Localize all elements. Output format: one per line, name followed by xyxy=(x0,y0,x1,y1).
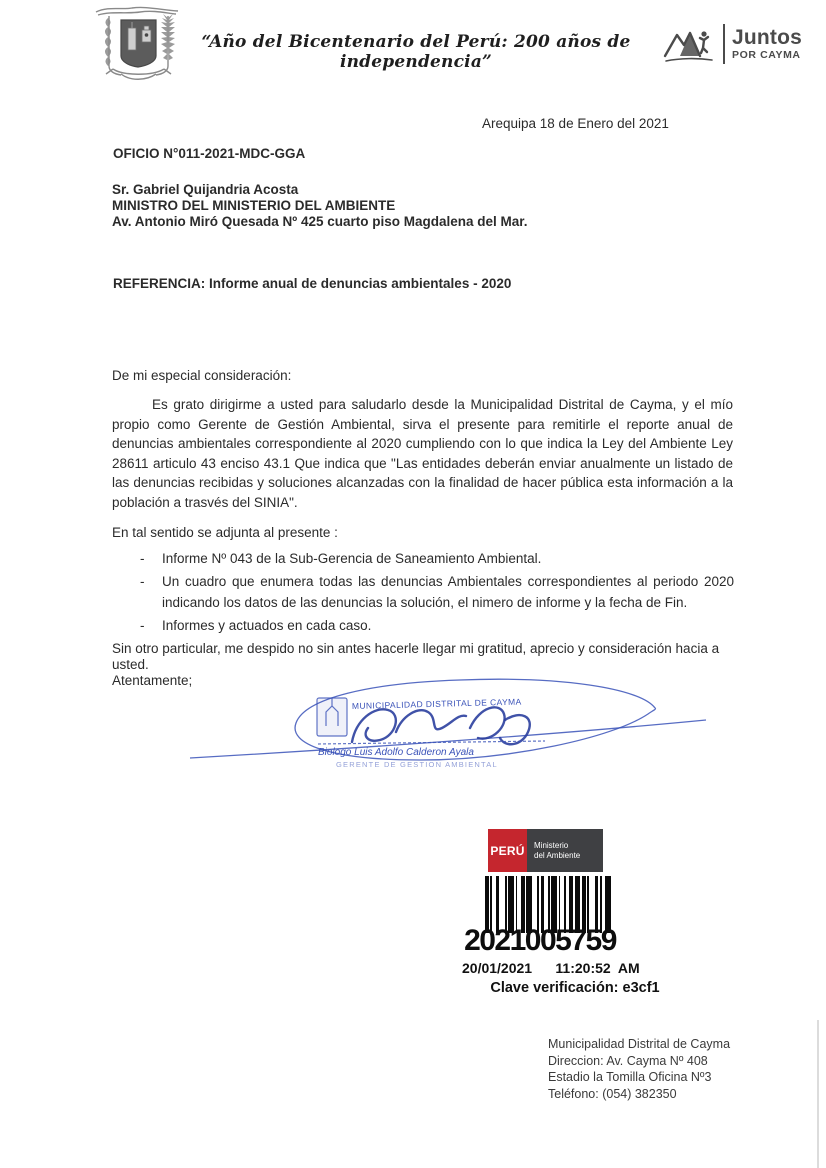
juntos-por-cayma-logo xyxy=(662,22,802,66)
verification-key: Clave verificación: e3cf1 xyxy=(490,980,660,996)
signoff: Atentamente; xyxy=(112,673,193,688)
mountains-icon xyxy=(662,22,716,66)
logo-divider xyxy=(723,24,725,64)
attachments-intro: En tal sentido se adjunta al presente : xyxy=(112,525,338,540)
ministry-line1: Ministerio xyxy=(534,840,569,850)
signature-and-stamp xyxy=(0,676,760,794)
footer-line: Estadio la Tomilla Oficina Nº3 xyxy=(548,1070,712,1084)
place-and-date: Arequipa 18 de Enero del 2021 xyxy=(482,116,669,131)
body-paragraph: Es grato dirigirme a usted para saludarlo desde la Municipalidad Distrital de Cayma, y el mío propio como Gerente de Gestión Ambiental, sirva el presente para remitirle el reporte anual de denuncias ambientales correspondiente al 2020 cumpliendo con lo que indica la Ley del Ambiente Ley 28611 articulo 43 enciso 43.1 Que indica que "Las entidades deberán enviar anualmente un listado de las denuncias recibidas y soluciones alcanzadas con la finalidad de hacer pública esta información a la población a trasvés del SINIA". xyxy=(112,397,733,510)
addressee-line: MINISTRO DEL MINISTERIO DEL AMBIENTE xyxy=(112,197,396,213)
brand-subtitle: POR CAYMA xyxy=(732,49,801,62)
barcode-number: 2021005759 xyxy=(464,924,616,957)
ministry-logo-box xyxy=(527,829,603,872)
brand-title: Juntos xyxy=(732,26,803,50)
addressee-line: Av. Antonio Miró Quesada Nº 425 cuarto piso Magdalena del Mar. xyxy=(112,213,528,229)
attachment-item: - Un cuadro que enumera todas las denuncias Ambientales correspondientes al periodo 2020 indicando los datos de las denuncias la solución, el nimero de informe y la fecha de Fin. xyxy=(140,571,734,613)
closing-line: Sin otro particular, me despido no sin antes hacerle llegar mi gratitud, aprecio y consideración hacia a usted. xyxy=(112,641,720,672)
footer-line: Direccion: Av. Cayma Nº 408 xyxy=(548,1053,708,1068)
stamp-title: MUNICIPALIDAD DISTRITAL DE CAYMA xyxy=(351,696,522,711)
footer-line: Teléfono: (054) 382350 xyxy=(548,1086,677,1101)
attachment-item: - Informes y actuados en cada caso. xyxy=(140,615,734,636)
ministry-line2: del Ambiente xyxy=(534,850,581,860)
attachments-list xyxy=(140,548,734,638)
cayma-coat-of-arms xyxy=(88,4,188,84)
signer-name: Biologo Luis Adolfo Calderon Ayala xyxy=(318,747,474,758)
footer-line: Municipalidad Distrital de Cayma xyxy=(548,1037,731,1051)
addressee-block xyxy=(112,182,528,229)
bicentennial-motto: “Año del Bicentenario del Perú: 200 años de independencia” xyxy=(201,32,631,72)
minam-logo xyxy=(488,829,603,872)
signer-role: GERENTE DE GESTION AMBIENTAL xyxy=(336,760,498,769)
reference-line: REFERENCIA: Informe anual de denuncias ambientales - 2020 xyxy=(113,276,512,291)
reception-timestamp: 20/01/2021 11:20:52 AM xyxy=(462,960,640,976)
footer-contact-block xyxy=(548,1036,730,1102)
oficio-number: OFICIO N°011-2021-MDC-GGA xyxy=(113,146,306,161)
peru-logo-box: PERÚ xyxy=(488,829,527,872)
scan-edge-artifact xyxy=(817,1020,819,1168)
salutation: De mi especial consideración: xyxy=(112,368,292,383)
addressee-line: Sr. Gabriel Quijandria Acosta xyxy=(112,182,299,197)
attachment-item: - Informe Nº 043 de la Sub-Gerencia de Saneamiento Ambiental. xyxy=(140,548,734,569)
